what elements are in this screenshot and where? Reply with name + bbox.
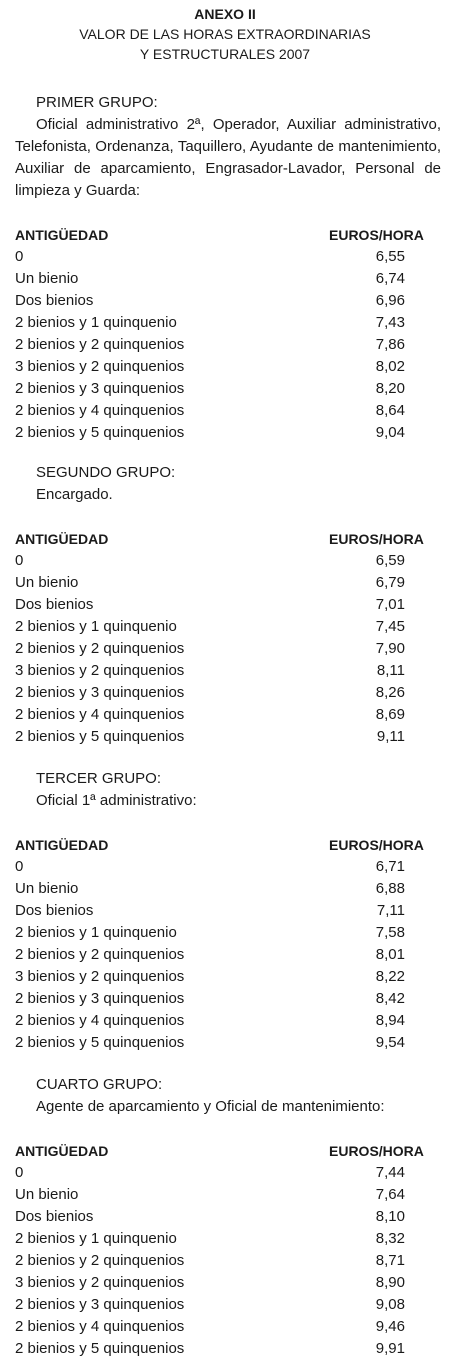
- row-label: 2 bienios y 2 quinquenios: [15, 640, 185, 657]
- header-antiguedad: ANTIGÜEDAD: [15, 1143, 109, 1159]
- table-row: [15, 988, 441, 1010]
- row-label: 2 bienios y 4 quinquenios: [15, 402, 185, 419]
- row-value: 9,11: [376, 728, 405, 745]
- row-value: 8,11: [376, 662, 405, 679]
- table-row: [15, 572, 441, 594]
- table-row: [15, 856, 441, 878]
- table-row: [15, 378, 441, 400]
- table-row: [15, 400, 441, 422]
- rates-table: [15, 528, 441, 748]
- header-euros-hora: EUROS/HORA: [329, 227, 424, 243]
- table-row: [15, 422, 441, 444]
- row-label: 2 bienios y 3 quinquenios: [15, 380, 185, 397]
- header-euros-hora: EUROS/HORA: [329, 531, 424, 547]
- row-value: 9,08: [375, 1296, 405, 1313]
- table-row: [15, 726, 441, 748]
- table-row: [15, 1228, 441, 1250]
- row-value: 6,96: [375, 292, 405, 309]
- row-value: 8,32: [375, 1230, 405, 1247]
- row-label: Dos bienios: [15, 1208, 94, 1225]
- row-value: 8,02: [375, 358, 405, 375]
- row-value: 7,11: [376, 902, 405, 919]
- table-row: [15, 878, 441, 900]
- table-row: [15, 1338, 441, 1360]
- row-value: 7,01: [375, 596, 405, 613]
- header-antiguedad: ANTIGÜEDAD: [15, 837, 109, 853]
- row-label: Un bienio: [15, 574, 79, 591]
- row-value: 7,90: [375, 640, 405, 657]
- table-row: [15, 944, 441, 966]
- group-description: Agente de aparcamiento y Oficial de mantenimiento:: [36, 1098, 385, 1115]
- row-label: 2 bienios y 5 quinquenios: [15, 424, 185, 441]
- row-value: 8,01: [375, 946, 405, 963]
- row-label: Un bienio: [15, 1186, 79, 1203]
- table-row: [15, 1032, 441, 1054]
- header-euros-hora: EUROS/HORA: [329, 1143, 424, 1159]
- table-row: [15, 922, 441, 944]
- row-value: 8,22: [375, 968, 405, 985]
- header-antiguedad: ANTIGÜEDAD: [15, 531, 109, 547]
- row-value: 7,44: [375, 1164, 405, 1181]
- row-value: 7,43: [375, 314, 405, 331]
- table-row: [15, 1010, 441, 1032]
- row-value: 7,64: [375, 1186, 405, 1203]
- group-title: SEGUNDO GRUPO:: [36, 464, 176, 481]
- row-label: 2 bienios y 1 quinquenio: [15, 1230, 177, 1247]
- row-value: 6,74: [375, 270, 405, 287]
- row-label: Dos bienios: [15, 292, 94, 309]
- row-value: 8,64: [375, 402, 405, 419]
- table-row: [15, 900, 441, 922]
- document-heading: [0, 4, 450, 64]
- table-header: [15, 528, 441, 550]
- row-label: 3 bienios y 2 quinquenios: [15, 968, 185, 985]
- row-value: 6,88: [375, 880, 405, 897]
- table-row: [15, 1316, 441, 1338]
- row-value: 8,71: [375, 1252, 405, 1269]
- row-label: 2 bienios y 5 quinquenios: [15, 1340, 185, 1357]
- table-row: [15, 268, 441, 290]
- row-label: 2 bienios y 2 quinquenios: [15, 1252, 185, 1269]
- header-euros-hora: EUROS/HORA: [329, 837, 424, 853]
- anexo-title: ANEXO II: [194, 6, 256, 22]
- row-label: 2 bienios y 4 quinquenios: [15, 706, 185, 723]
- table-row: [15, 1162, 441, 1184]
- row-value: 6,55: [375, 248, 405, 265]
- table-header: [15, 224, 441, 246]
- row-value: 6,71: [375, 858, 405, 875]
- heading-line-1: VALOR DE LAS HORAS EXTRAORDINARIAS: [79, 26, 371, 42]
- group-title: TERCER GRUPO:: [36, 770, 162, 787]
- row-label: 2 bienios y 1 quinquenio: [15, 924, 177, 941]
- row-value: 8,69: [375, 706, 405, 723]
- row-value: 7,58: [375, 924, 405, 941]
- row-label: 2 bienios y 1 quinquenio: [15, 314, 177, 331]
- table-row: [15, 594, 441, 616]
- row-value: 6,59: [375, 552, 405, 569]
- row-label: 3 bienios y 2 quinquenios: [15, 358, 185, 375]
- row-label: 2 bienios y 1 quinquenio: [15, 618, 177, 635]
- row-label: 2 bienios y 3 quinquenios: [15, 990, 185, 1007]
- row-label: 2 bienios y 5 quinquenios: [15, 1034, 185, 1051]
- row-value: 7,86: [375, 336, 405, 353]
- table-row: [15, 1294, 441, 1316]
- group-3: [15, 768, 441, 1054]
- row-value: 8,94: [375, 1012, 405, 1029]
- group-title: CUARTO GRUPO:: [36, 1076, 163, 1093]
- rates-table: [15, 1140, 441, 1360]
- row-value: 8,20: [375, 380, 405, 397]
- row-label: 2 bienios y 2 quinquenios: [15, 946, 185, 963]
- row-label: 0: [15, 858, 24, 875]
- group-2: [15, 462, 441, 748]
- group-description: Oficial administrativo 2ª, Operador, Auxiliar administrativo, Telefonista, Ordenanza, Taquillero, Ayudante de mantenimiento, Auxiliar de aparcamiento, Engrasador-Lavador, Personal de limpieza y Guarda:: [15, 116, 441, 199]
- row-label: 0: [15, 552, 24, 569]
- row-value: 8,90: [375, 1274, 405, 1291]
- row-value: 8,10: [375, 1208, 405, 1225]
- table-row: [15, 334, 441, 356]
- row-label: 2 bienios y 2 quinquenios: [15, 336, 185, 353]
- table-row: [15, 1272, 441, 1294]
- row-label: Un bienio: [15, 270, 79, 287]
- row-value: 8,42: [375, 990, 405, 1007]
- table-row: [15, 660, 441, 682]
- group-title: PRIMER GRUPO:: [36, 94, 158, 111]
- row-value: 8,26: [375, 684, 405, 701]
- row-label: 0: [15, 248, 24, 265]
- table-row: [15, 682, 441, 704]
- table-row: [15, 638, 441, 660]
- table-row: [15, 1206, 441, 1228]
- row-label: 3 bienios y 2 quinquenios: [15, 1274, 185, 1291]
- table-header: [15, 834, 441, 856]
- row-label: 2 bienios y 5 quinquenios: [15, 728, 185, 745]
- row-value: 6,79: [375, 574, 405, 591]
- row-value: 7,45: [375, 618, 405, 635]
- row-label: Un bienio: [15, 880, 79, 897]
- row-label: Dos bienios: [15, 902, 94, 919]
- table-row: [15, 356, 441, 378]
- table-row: [15, 550, 441, 572]
- row-label: 2 bienios y 4 quinquenios: [15, 1318, 185, 1335]
- row-label: 3 bienios y 2 quinquenios: [15, 662, 185, 679]
- table-row: [15, 246, 441, 268]
- table-row: [15, 312, 441, 334]
- table-row: [15, 1250, 441, 1272]
- table-row: [15, 1184, 441, 1206]
- table-row: [15, 616, 441, 638]
- group-1: [15, 92, 441, 444]
- row-label: 2 bienios y 3 quinquenios: [15, 1296, 185, 1313]
- table-row: [15, 704, 441, 726]
- group-4: [15, 1074, 441, 1360]
- row-label: 2 bienios y 3 quinquenios: [15, 684, 185, 701]
- row-value: 9,91: [375, 1340, 405, 1357]
- row-value: 9,46: [375, 1318, 405, 1335]
- row-label: 0: [15, 1164, 24, 1181]
- header-antiguedad: ANTIGÜEDAD: [15, 227, 109, 243]
- heading-line-2: Y ESTRUCTURALES 2007: [139, 46, 311, 62]
- rates-table: [15, 834, 441, 1054]
- group-description: Oficial 1ª administrativo:: [36, 792, 197, 809]
- table-row: [15, 966, 441, 988]
- row-value: 9,54: [375, 1034, 405, 1051]
- group-description: Encargado.: [36, 486, 113, 503]
- rates-table: [15, 224, 441, 444]
- row-label: Dos bienios: [15, 596, 94, 613]
- row-label: 2 bienios y 4 quinquenios: [15, 1012, 185, 1029]
- table-row: [15, 290, 441, 312]
- table-header: [15, 1140, 441, 1162]
- row-value: 9,04: [375, 424, 405, 441]
